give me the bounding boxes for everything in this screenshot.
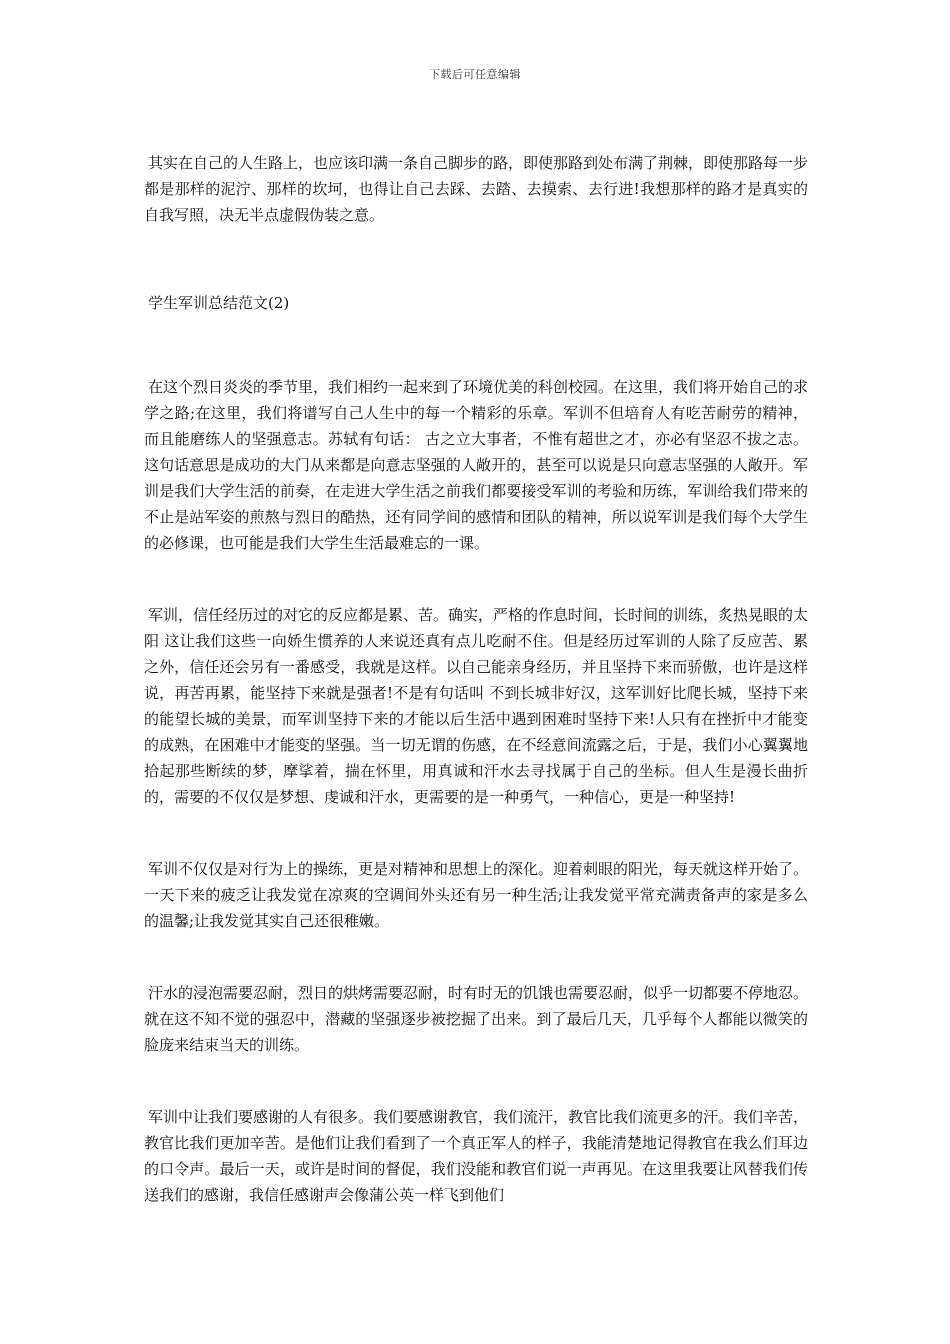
paragraph-5: 军训中让我们要感谢的人有很多。我们要感谢教官，我们流汗，教官比我们流更多的汗。我们辛苦，教官比我们更加辛苦。是他们让我们看到了一个真正军人的样子，我能清楚地记得教官在我么们耳边的口令声。最后一天，或许是时间的督促，我们没能和教官们说一声再见。在这里我要让风替我们传送我们的感谢，我信任感谢声会像蒲公英一样飞到他们 (144, 1108, 809, 1204)
paragraph-4: 汗水的浸泡需要忍耐，烈日的烘烤需要忍耐，时有时无的饥饿也需要忍耐，似乎一切都要不停地忍。就在这不知不觉的强忍中，潜藏的坚强逐步被挖掘了出来。到了最后几天，几乎每个人都能以微笑的脸庞来结束当天的训练。 (144, 984, 809, 1054)
paragraph-1: 在这个烈日炎炎的季节里，我们相约一起来到了环境优美的科创校园。在这里，我们将开始自己的求学之路;在这里，我们将谱写自己人生中的每一个精彩的乐章。军训不但培育人有吃苦耐劳的精神，而且能磨练人的坚强意志。苏轼有句话： 古之立大事者，不惟有超世之才，亦必有坚忍不拔之志。 这句话意思是成功的大门从来都是向意志坚强的人敞开的，甚至可以说是只向意志坚强的人敞开。军训是我们大学生活的前奏，在走进大学生活之前我们都要接受军训的考验和历练，军训给我们带来的不止是站军姿的煎熬与烈日的酷热，还有同学间的感情和团队的精神，所以说军训是我们每个大学生的必修课，也可能是我们大学生生活最难忘的一课。 (144, 378, 809, 552)
paragraph-intro: 其实在自己的人生路上，也应该印满一条自己脚步的路，即使那路到处布满了荆棘，即使那路每一步都是那样的泥泞、那样的坎坷，也得让自己去踩、去踏、去摸索、去行进!我想那样的路才是真实的自我写照，决无半点虚假伪装之意。 (144, 154, 809, 224)
page-header-note: 下载后可任意编辑 (429, 68, 521, 81)
paragraph-3: 军训不仅仅是对行为上的操练，更是对精神和思想上的深化。迎着刺眼的阳光，每天就这样开始了。一天下来的疲乏让我发觉在凉爽的空调间外头还有另一种生活;让我发觉平常充满责备声的家是多么的温馨;让我发觉其实自己还很稚嫩。 (144, 860, 809, 930)
document-body (144, 150, 808, 1208)
paragraph-2: 军训，信任经历过的对它的反应都是累、苦。确实，严格的作息时间，长时间的训练，炙热晃眼的太阳 这让我们这些一向娇生惯养的人来说还真有点儿吃耐不住。但是经历过军训的人除了反应苦、累之外，信任还会另有一番感受，我就是这样。以自己能亲身经历，并且坚持下来而骄傲，也许是这样说，再苦再累，能坚持下来就是强者!不是有句话叫 不到长城非好汉，这军训好比爬长城，坚持下来的能望长城的美景，而军训坚持下来的才能以后生活中遇到困难时坚持下来!人只有在挫折中才能变的成熟，在困难中才能变的坚强。当一切无谓的伤感，在不经意间流露之后，于是，我们小心翼翼地拾起那些断续的梦，摩挲着，揣在怀里，用真诚和汗水去寻找属于自己的坐标。但人生是漫长曲折的，需要的不仅仅是梦想、虔诚和汗水，更需要的是一种勇气，一种信心，更是一种坚持! (144, 606, 809, 806)
section-heading: 学生军训总结范文(2) (148, 294, 290, 312)
